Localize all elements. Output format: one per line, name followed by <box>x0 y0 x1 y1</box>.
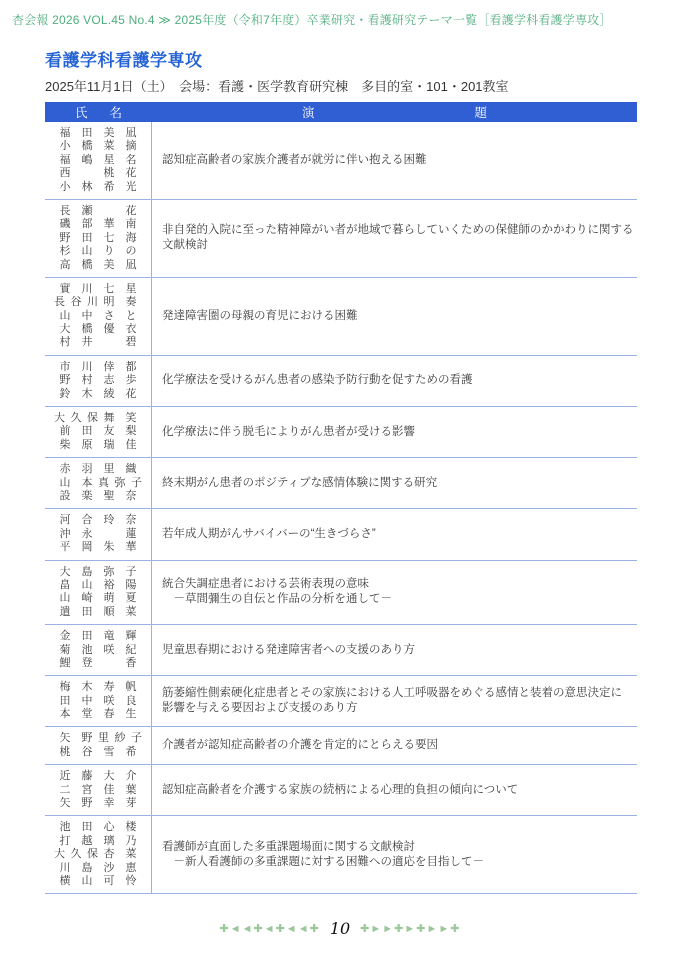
table-row <box>45 200 637 278</box>
family-name-char: 岡 <box>81 541 93 554</box>
student-name <box>54 154 142 167</box>
student-name <box>54 746 142 759</box>
given-name-char: 香 <box>125 656 137 669</box>
family-name-char: 山 <box>59 476 71 489</box>
presentation-title-line: 認知症高齢者を介護する家族の続柄による心理的負担の傾向について <box>162 783 519 796</box>
family-name-char: 山 <box>81 578 93 591</box>
family-name-char: 田 <box>81 630 93 643</box>
given-name-char: 優 <box>103 323 115 336</box>
family-name-char: 小 <box>59 180 71 193</box>
student-name <box>54 463 142 476</box>
given-name-char: 七 <box>103 282 115 295</box>
given-name-char: 杏 <box>103 848 115 861</box>
family-name-char: 菊 <box>59 643 71 656</box>
student-name <box>54 425 142 438</box>
family-name-char: 福 <box>59 127 71 139</box>
family-name-char: 藤 <box>81 770 93 783</box>
name-cell <box>45 676 152 726</box>
family-name-char: 井 <box>81 336 93 349</box>
family-name-char: 平 <box>59 541 71 554</box>
student-name <box>54 245 142 258</box>
presentation-title-line: 児童思春期における発達障害者への支援のあり方 <box>162 643 415 656</box>
presentation-title-line: 非自発的入院に至った精神障がい者が地域で暮らしていくための保健師のかかわりに関する <box>162 224 634 237</box>
family-name-char: 川 <box>81 360 93 373</box>
family-name-char: 瀬 <box>81 204 93 217</box>
presentation-title-line: 化学療法を受けるがん患者の感染予防行動を促すための看護 <box>162 374 473 387</box>
family-name-char: 田 <box>81 425 93 438</box>
family-name-char: 崎 <box>81 592 93 605</box>
given-name-char: 碧 <box>125 336 137 349</box>
given-name-char: 怜 <box>125 874 137 887</box>
header-name-char-1: 氏 <box>74 106 88 120</box>
footer-ornament-left: ✚◄◄✚◄✚◄◄✚ <box>219 922 320 935</box>
family-name-char: 橋 <box>81 323 93 336</box>
presentation-title-line: －新人看護師の多重課題に対する困難への適応を目指して－ <box>162 855 484 868</box>
student-name <box>54 821 142 834</box>
table-row <box>45 625 637 676</box>
given-name-char: 里 <box>103 463 115 476</box>
given-name-char: 大 <box>103 770 115 783</box>
given-name-char: 友 <box>103 425 115 438</box>
given-name-char: 聖 <box>103 489 115 502</box>
given-name-char: 恵 <box>125 861 137 874</box>
family-name-char: 設 <box>59 489 71 502</box>
family-name-char: 川 <box>59 861 71 874</box>
family-name-char: 中 <box>81 694 93 707</box>
given-name-char: 瑞 <box>103 438 115 451</box>
given-name-char: 弥 <box>103 565 115 578</box>
presentation-title <box>152 407 637 457</box>
table-header-title <box>152 103 637 121</box>
student-name <box>54 579 142 592</box>
family-name-char: 田 <box>81 605 93 618</box>
given-name-char: 希 <box>103 180 115 193</box>
presentation-title-line: 介護者が認知症高齢者の介護を肯定的にとらえる要因 <box>162 739 438 752</box>
given-name-char: 順 <box>103 605 115 618</box>
student-name <box>54 657 142 670</box>
presentation-title <box>152 561 637 625</box>
given-name-char: さ <box>103 309 115 322</box>
family-name-char: 田 <box>81 127 93 139</box>
student-name <box>54 336 142 349</box>
family-name-char: 楽 <box>81 489 93 502</box>
name-cell <box>45 122 152 199</box>
given-name: 真 弥 子 <box>98 476 142 489</box>
student-name <box>54 784 142 797</box>
family-name-char: 池 <box>59 821 71 834</box>
family-name-char: 小 <box>59 140 71 153</box>
given-name-char: 花 <box>125 167 137 180</box>
family-name-char: 畠 <box>59 578 71 591</box>
family-name-char: 矢 <box>59 797 71 810</box>
given-name-char: 寿 <box>103 681 115 694</box>
family-name-char: 西 <box>59 167 71 180</box>
student-name <box>54 606 142 619</box>
given-name-char: 春 <box>103 708 115 721</box>
family-name: 長 谷 川 <box>54 296 98 309</box>
given-name-char: 裕 <box>103 578 115 591</box>
student-name <box>54 477 142 490</box>
student-name <box>54 835 142 848</box>
student-name <box>54 592 142 605</box>
family-name-char: 永 <box>81 527 93 540</box>
given-name-char: の <box>125 245 137 258</box>
given-name-char: 奈 <box>125 514 137 527</box>
family-name-char: 宮 <box>81 783 93 796</box>
given-name-char: 都 <box>125 360 137 373</box>
student-name <box>54 140 142 153</box>
family-name-char: 山 <box>81 874 93 887</box>
student-name <box>54 770 142 783</box>
family-name-char: 前 <box>59 425 71 438</box>
given-name-char: 乃 <box>125 834 137 847</box>
given-name-char: 葉 <box>125 783 137 796</box>
given-name-char: 竜 <box>103 630 115 643</box>
family-name-char: 登 <box>81 656 93 669</box>
presentation-title <box>152 765 637 815</box>
family-name-char: 橋 <box>81 258 93 271</box>
given-name: 里 紗 子 <box>98 732 142 745</box>
presentation-title-line: 認知症高齢者の家族介護者が就労に伴い抱える困難 <box>162 153 427 166</box>
given-name-char: 陽 <box>125 578 137 591</box>
given-name-char: 朱 <box>103 541 115 554</box>
student-name <box>54 708 142 721</box>
given-name-char: 菜 <box>103 140 115 153</box>
family-name-char: 木 <box>81 387 93 400</box>
table-row <box>45 816 637 894</box>
table-row <box>45 458 637 509</box>
family-name-char: 堂 <box>81 708 93 721</box>
student-name <box>54 566 142 579</box>
given-name-char: 子 <box>125 565 137 578</box>
given-name-char: 花 <box>125 387 137 400</box>
given-name-char: 奈 <box>125 489 137 502</box>
student-name <box>54 283 142 296</box>
header-title-char-1: 演 <box>301 106 315 120</box>
presentation-title-line: 筋萎縮性側索硬化症患者とその家族における人工呼吸器をめぐる感情と装着の意思決定に <box>162 687 622 700</box>
given-name-char: と <box>125 309 137 322</box>
presentation-title-line: 終末期がん患者のポジティブな感情体験に関する研究 <box>162 476 438 489</box>
given-name-char: 七 <box>103 231 115 244</box>
family-name-char: 梅 <box>59 681 71 694</box>
family-name-char: 山 <box>59 592 71 605</box>
family-name-char: 矢 <box>59 732 71 745</box>
given-name-char: 衣 <box>125 323 137 336</box>
research-table <box>45 102 637 894</box>
family-name-char: 大 <box>59 565 71 578</box>
family-name-char: 近 <box>59 770 71 783</box>
family-name-char: 山 <box>59 309 71 322</box>
given-name-char: 紀 <box>125 643 137 656</box>
given-name-char: 咲 <box>103 694 115 707</box>
family-name-char: 島 <box>81 565 93 578</box>
given-name-char: 倖 <box>103 360 115 373</box>
given-name-char: 楼 <box>125 821 137 834</box>
family-name-char: 田 <box>81 821 93 834</box>
given-name-char: 星 <box>103 153 115 166</box>
family-name-char: 杉 <box>59 245 71 258</box>
name-cell <box>45 278 152 355</box>
family-name-char: 遣 <box>59 605 71 618</box>
name-cell <box>45 625 152 675</box>
table-row <box>45 278 637 356</box>
given-name-char: 華 <box>103 218 115 231</box>
family-name-char: 田 <box>81 231 93 244</box>
student-name <box>54 862 142 875</box>
name-cell <box>45 561 152 625</box>
page-number: 10 <box>329 919 351 938</box>
family-name-char: 合 <box>81 514 93 527</box>
family-name-char: 金 <box>59 630 71 643</box>
presentation-title-line: －草間彌生の自伝と作品の分析を通して－ <box>162 593 392 606</box>
presentation-title-line: 統合失調症患者における芸術表現の意味 <box>162 578 369 591</box>
footer-ornament-right: ✚►►✚►✚►►✚ <box>360 922 461 935</box>
presentation-title <box>152 278 637 355</box>
family-name-char: 桃 <box>59 745 71 758</box>
presentation-title <box>152 816 637 893</box>
student-name <box>54 630 142 643</box>
family-name-char: 鈴 <box>59 387 71 400</box>
student-name <box>54 848 142 861</box>
family-name: 大 久 保 <box>54 412 98 425</box>
given-name-char: 幸 <box>103 797 115 810</box>
family-name-char: 川 <box>81 282 93 295</box>
student-name <box>54 323 142 336</box>
given-name-char: 桃 <box>103 167 115 180</box>
family-name-char: 羽 <box>81 463 93 476</box>
presentation-title <box>152 509 637 559</box>
presentation-title-line: 化学療法に伴う脱毛によりがん患者が受ける影響 <box>162 425 415 438</box>
given-name-char: 海 <box>125 231 137 244</box>
student-name <box>54 296 142 309</box>
family-name-char: 大 <box>59 323 71 336</box>
family-name-char: 河 <box>59 514 71 527</box>
presentation-title <box>152 625 637 675</box>
presentation-title <box>152 356 637 406</box>
given-name-char: 可 <box>103 874 115 887</box>
table-header-row <box>45 102 637 122</box>
name-cell <box>45 816 152 893</box>
family-name-char: 市 <box>59 360 71 373</box>
family-name-char: 橋 <box>81 140 93 153</box>
given-name-char: 奏 <box>125 296 137 309</box>
name-cell <box>45 407 152 457</box>
family-name-char: 鯉 <box>59 656 71 669</box>
student-name <box>54 644 142 657</box>
given-name-char: 沙 <box>103 861 115 874</box>
student-name <box>54 310 142 323</box>
given-name-char: 南 <box>125 218 137 231</box>
family-name-char: 田 <box>59 694 71 707</box>
given-name-char: 介 <box>125 770 137 783</box>
presentation-title-line: 若年成人期がんサバイバーの“生きづらさ” <box>162 527 376 540</box>
given-name-char: 美 <box>103 127 115 139</box>
given-name-char: 萌 <box>103 592 115 605</box>
given-name-char: り <box>103 245 115 258</box>
given-name-char: 華 <box>125 541 137 554</box>
student-name <box>54 361 142 374</box>
given-name-char: 凪 <box>125 258 137 271</box>
name-cell <box>45 200 152 277</box>
family-name-char: 本 <box>59 708 71 721</box>
family-name-char: 二 <box>59 783 71 796</box>
family-name-char: 池 <box>81 643 93 656</box>
family-name-char: 野 <box>81 732 93 745</box>
student-name <box>54 732 142 745</box>
given-name-char: 菜 <box>125 605 137 618</box>
date-venue: 2025年11月1日（土） 会場：看護・医学教育研究棟 多目的室・101・201教室 <box>45 79 509 94</box>
student-name <box>54 205 142 218</box>
presentation-title-line: 影響を与える要因および支援のあり方 <box>162 702 358 715</box>
table-row <box>45 561 637 626</box>
presentation-title-line: 文献検討 <box>162 239 208 252</box>
presentation-title <box>152 122 637 199</box>
presentation-title <box>152 200 644 277</box>
student-name <box>54 681 142 694</box>
page-body <box>45 46 637 894</box>
student-name <box>54 514 142 527</box>
name-cell <box>45 765 152 815</box>
given-name-char: 明 <box>103 296 115 309</box>
family-name-char: 福 <box>59 153 71 166</box>
family-name-char: 村 <box>59 336 71 349</box>
family-name-char: 長 <box>59 204 71 217</box>
family-name-char: 原 <box>81 438 93 451</box>
given-name-char: 凪 <box>125 127 137 139</box>
family-name-char: 越 <box>81 834 93 847</box>
table-row <box>45 356 637 407</box>
name-cell <box>45 458 152 508</box>
given-name-char: 佳 <box>125 438 137 451</box>
presentation-title-line: 発達障害圏の母親の育児における困難 <box>162 309 358 322</box>
given-name-char: 志 <box>103 374 115 387</box>
family-name-char: 中 <box>81 309 93 322</box>
given-name-char: 菜 <box>125 848 137 861</box>
given-name-char: 咲 <box>103 643 115 656</box>
name-cell <box>45 356 152 406</box>
student-name <box>54 388 142 401</box>
given-name-char: 歩 <box>125 374 137 387</box>
given-name-char: 梨 <box>125 425 137 438</box>
table-row <box>45 122 637 200</box>
family-name-char: 部 <box>81 218 93 231</box>
given-name-char: 璃 <box>103 834 115 847</box>
family-name-char: 山 <box>81 245 93 258</box>
given-name-char: 花 <box>125 204 137 217</box>
family-name-char: 柴 <box>59 438 71 451</box>
table-body <box>45 122 637 894</box>
given-name-char: 笑 <box>125 412 137 425</box>
given-name-char: 帆 <box>125 681 137 694</box>
given-name-char: 舞 <box>103 412 115 425</box>
given-name-char: 佳 <box>103 783 115 796</box>
family-name-char: 野 <box>59 231 71 244</box>
given-name-char: 綾 <box>103 387 115 400</box>
page-footer <box>0 919 680 938</box>
student-name <box>54 439 142 452</box>
presentation-title <box>152 676 637 726</box>
presentation-title-line: 看護師が直面した多重課題場面に関する文献検討 <box>162 840 415 853</box>
family-name-char: 谷 <box>81 745 93 758</box>
presentation-title <box>152 458 637 508</box>
header-title-char-2: 題 <box>474 106 488 120</box>
family-name-char: 實 <box>59 282 71 295</box>
given-name-char: 雪 <box>103 745 115 758</box>
given-name-char: 名 <box>125 153 137 166</box>
family-name-char: 林 <box>81 180 93 193</box>
breadcrumb: 杏会報 2026 VOL.45 No.4 ≫ 2025年度（令和7年度）卒業研究・看護研究テーマ一覧［看護学科看護学専攻］ <box>12 13 612 27</box>
table-row <box>45 509 637 560</box>
page-title: 看護学科看護学専攻 <box>45 51 203 70</box>
name-cell <box>45 509 152 559</box>
family-name-char: 島 <box>81 861 93 874</box>
table-row <box>45 727 637 765</box>
student-name <box>54 181 142 194</box>
given-name-char: 心 <box>103 821 115 834</box>
family-name-char: 高 <box>59 258 71 271</box>
given-name-char: 希 <box>125 745 137 758</box>
given-name-char: 夏 <box>125 592 137 605</box>
student-name <box>54 541 142 554</box>
header-name-char-2: 名 <box>109 106 123 120</box>
student-name <box>54 528 142 541</box>
student-name <box>54 218 142 231</box>
student-name <box>54 374 142 387</box>
table-header-name <box>45 103 152 121</box>
student-name <box>54 127 142 140</box>
student-name <box>54 259 142 272</box>
family-name-char: 野 <box>81 797 93 810</box>
presentation-title <box>152 727 637 764</box>
student-name <box>54 232 142 245</box>
given-name-char: 摘 <box>125 140 137 153</box>
table-row <box>45 765 637 816</box>
table-row <box>45 407 637 458</box>
given-name-char: 良 <box>125 694 137 707</box>
table-row <box>45 676 637 727</box>
student-name <box>54 490 142 503</box>
given-name-char: 玲 <box>103 514 115 527</box>
family-name-char: 沖 <box>59 527 71 540</box>
given-name-char: 織 <box>125 463 137 476</box>
given-name-char: 輝 <box>125 630 137 643</box>
student-name <box>54 695 142 708</box>
family-name-char: 磯 <box>59 218 71 231</box>
given-name-char: 星 <box>125 282 137 295</box>
given-name-char: 芽 <box>125 797 137 810</box>
name-cell <box>45 727 152 764</box>
family-name-char: 木 <box>81 681 93 694</box>
family-name-char: 赤 <box>59 463 71 476</box>
given-name-char: 光 <box>125 180 137 193</box>
family-name: 大 久 保 <box>54 848 98 861</box>
student-name <box>54 412 142 425</box>
family-name-char: 打 <box>59 834 71 847</box>
student-name <box>54 875 142 888</box>
family-name-char: 横 <box>59 874 71 887</box>
student-name <box>54 797 142 810</box>
given-name-char: 生 <box>125 708 137 721</box>
family-name-char: 嶋 <box>81 153 93 166</box>
family-name-char: 本 <box>81 476 93 489</box>
given-name-char: 蓮 <box>125 527 137 540</box>
family-name-char: 村 <box>81 374 93 387</box>
student-name <box>54 167 142 180</box>
family-name-char: 野 <box>59 374 71 387</box>
given-name-char: 美 <box>103 258 115 271</box>
